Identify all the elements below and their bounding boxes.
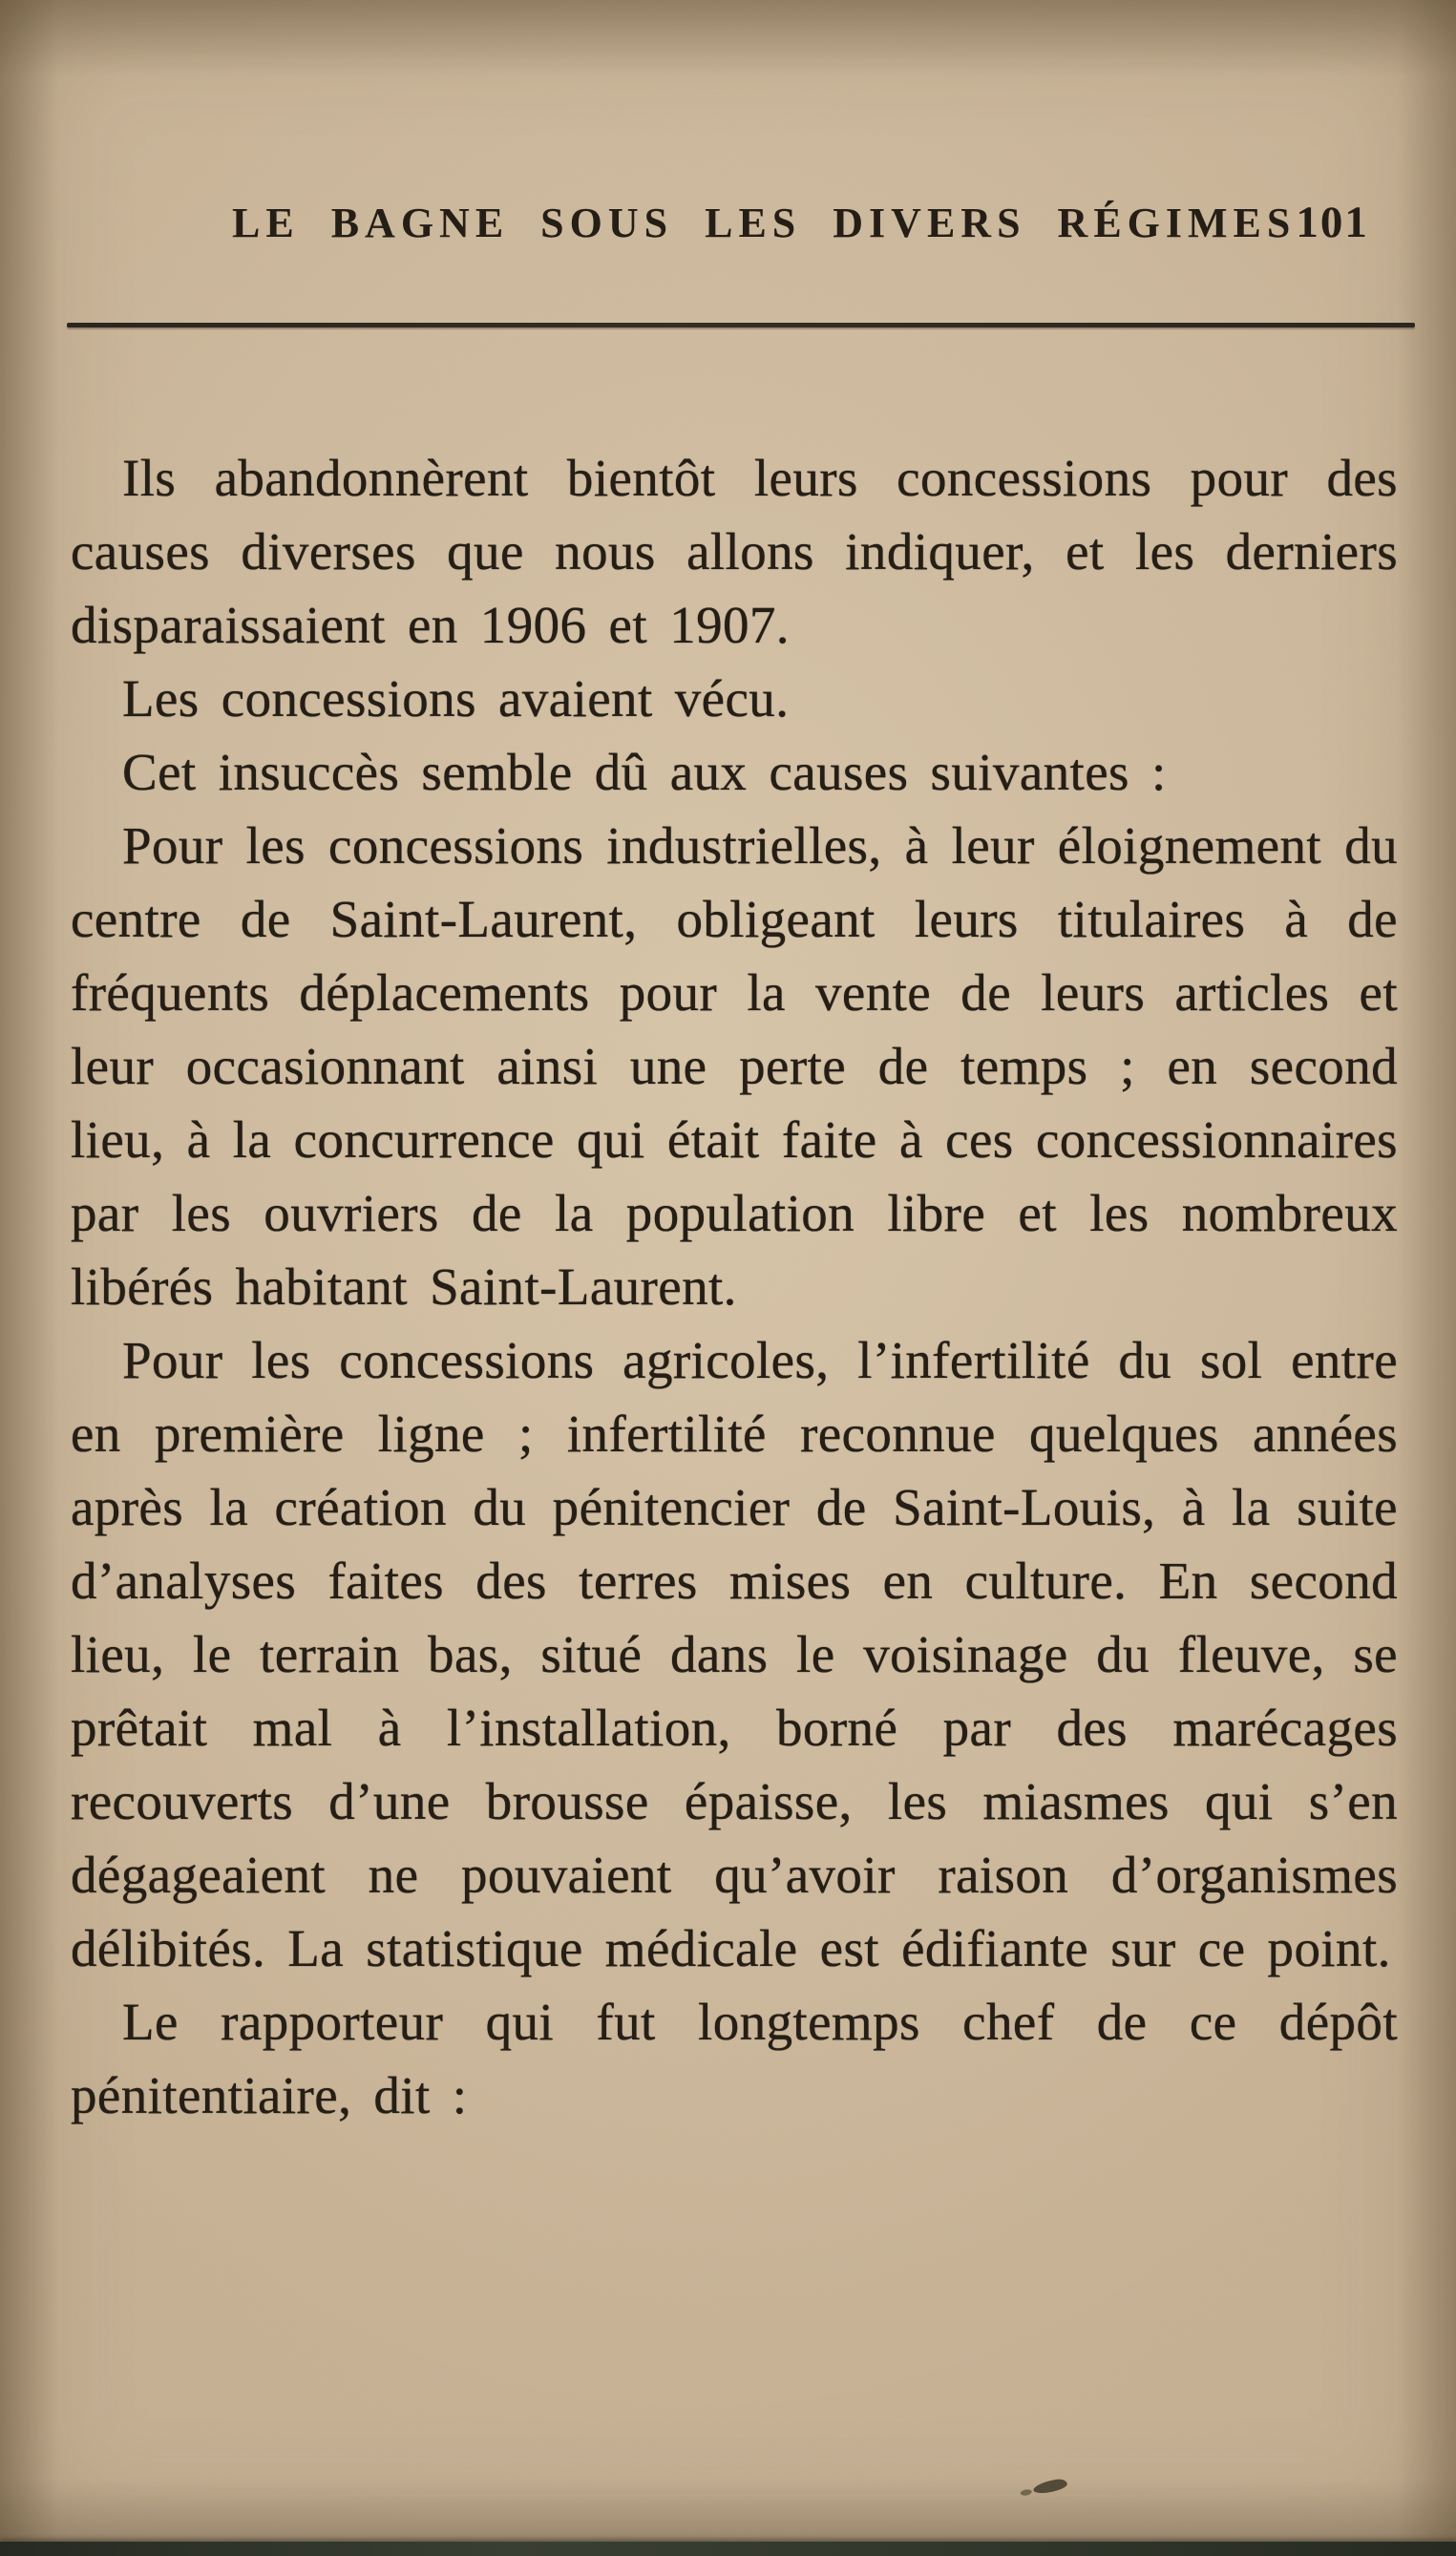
running-header [232,197,1368,248]
ink-smudge [1032,2478,1068,2495]
paragraph: Cet insuccès semble dû aux causes suivantes : [122,743,1167,801]
page-number: 101 [1296,198,1369,247]
page-body [71,441,1398,2132]
header-title: LE BAGNE SOUS LES DIVERS RÉGIMES [232,200,1297,246]
header-divider-rule [67,323,1415,327]
page-bottom-edge [0,2542,1456,2556]
paragraph: Les concessions avaient vécu. [122,669,790,728]
paragraph: Pour les concessions industrielles, à leur éloignement du centre de Saint-Laurent, obligeant leurs titulaires à de fréquents déplacements pour la vente de leurs articles et leur occasionnant ainsi une perte de temps ; en second lieu, à la concurrence qui était faite à ces concessionnaires par les ouvriers de la population libre et les nombreux libérés habitant Saint-Laurent. [71,816,1398,1316]
paragraph: Pour les concessions agricoles, l’infertilité du sol entre en première ligne ; infertilité reconnue quelques années après la création du pénitencier de Saint-Louis, à la suite d’analyses faites des terres mises en culture. En second lieu, le terrain bas, situé dans le voisinage du fleuve, se prêtait mal à l’installation, borné par des marécages recouverts d’une brousse épaisse, les miasmes qui s’en dégageaient ne pouvaient qu’avoir raison d’organismes délibités. La statistique médicale est édifiante sur ce point. [71,1331,1398,1977]
paragraph: Ils abandonnèrent bientôt leurs concessions pour des causes diverses que nous allons indiquer, et les derniers disparaissaient en 1906 et 1907. [71,449,1398,654]
paragraph: Le rapporteur qui fut longtemps chef de ce dépôt pénitentiaire, dit : [71,1993,1398,2124]
